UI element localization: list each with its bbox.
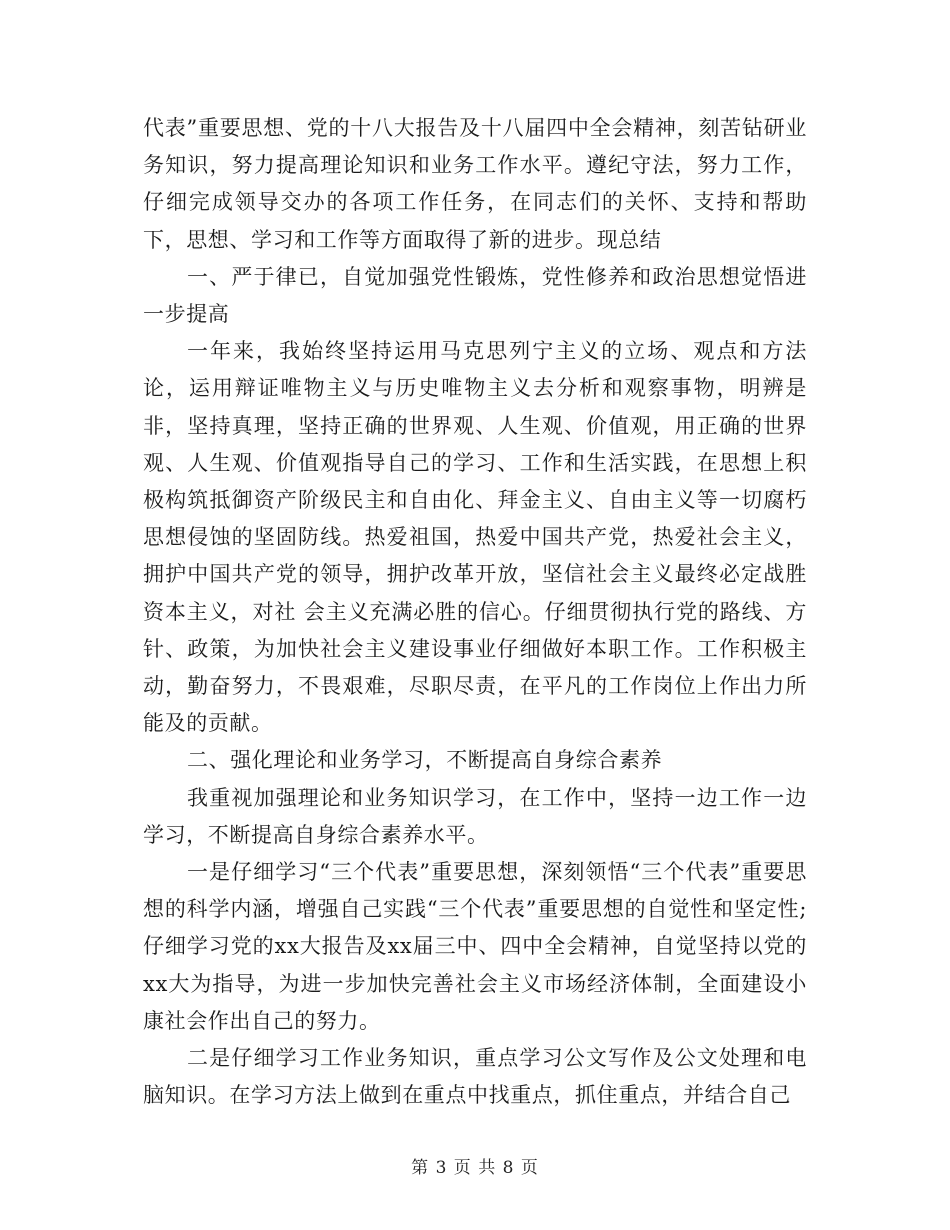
section-heading-2: 二、强化理论和业务学习，不断提高自身综合素养: [187, 748, 663, 773]
paragraph-5: 二是仔细学习工作业务知识，重点学习公文写作及公文处理和电脑知识。在学习方法上做到在重点中找重点，抓住重点，并结合自己: [143, 1046, 807, 1108]
page-number-footer: 第 3 页 共 8 页: [411, 1158, 539, 1178]
paragraph-4: 一是仔细学习“三个代表”重要思想，深刻领悟“三个代表”重要思想的科学内涵，增强自己实践“三个代表”重要思想的自觉性和坚定性;仔细学习党的xx大报告及xx届三中、四中全会精神，自觉坚持以党的xx大为指导，为进一步加快完善社会主义市场经济体制，全面建设小康社会作出自己的努力。: [143, 860, 807, 1033]
paragraph-3: 我重视加强理论和业务知识学习，在工作中，坚持一边工作一边学习，不断提高自身综合素养水平。: [143, 785, 807, 847]
paragraph-2: 一年来，我始终坚持运用马克思列宁主义的立场、观点和方法论，运用辩证唯物主义与历史唯物主义去分析和观察事物，明辨是非，坚持真理，坚持正确的世界观、人生观、价值观，用正确的世界观、人生观、价值观指导自己的学习、工作和生活实践，在思想上积极构筑抵御资产阶级民主和自由化、拜金主义、自由主义等一切腐朽思想侵蚀的坚固防线。热爱祖国，热爱中国共产党，热爱社会主义，拥护中国共产党的领导，拥护改革开放，坚信社会主义最终必定战胜资本主义，对社 会主义充满必胜的信心。仔细贯彻执行党的路线、方针、政策，为加快社会主义建设事业仔细做好本职工作。工作积极主动，勤奋努力，不畏艰难，尽职尽责，在平凡的工作岗位上作出力所能及的贡献。: [143, 339, 807, 736]
paragraph-1: 代表”重要思想、党的十八大报告及十八届四中全会精神，刻苦钻研业务知识，努力提高理论知识和业务工作水平。遵纪守法，努力工作，仔细完成领导交办的各项工作任务，在同志们的关怀、支持和帮助下，思想、学习和工作等方面取得了新的进步。现总结: [143, 116, 807, 252]
section-heading-1: 一、严于律已，自觉加强党性锻炼，党性修养和政治思想觉悟进一步提高: [143, 264, 807, 327]
document-body: [143, 110, 807, 1114]
